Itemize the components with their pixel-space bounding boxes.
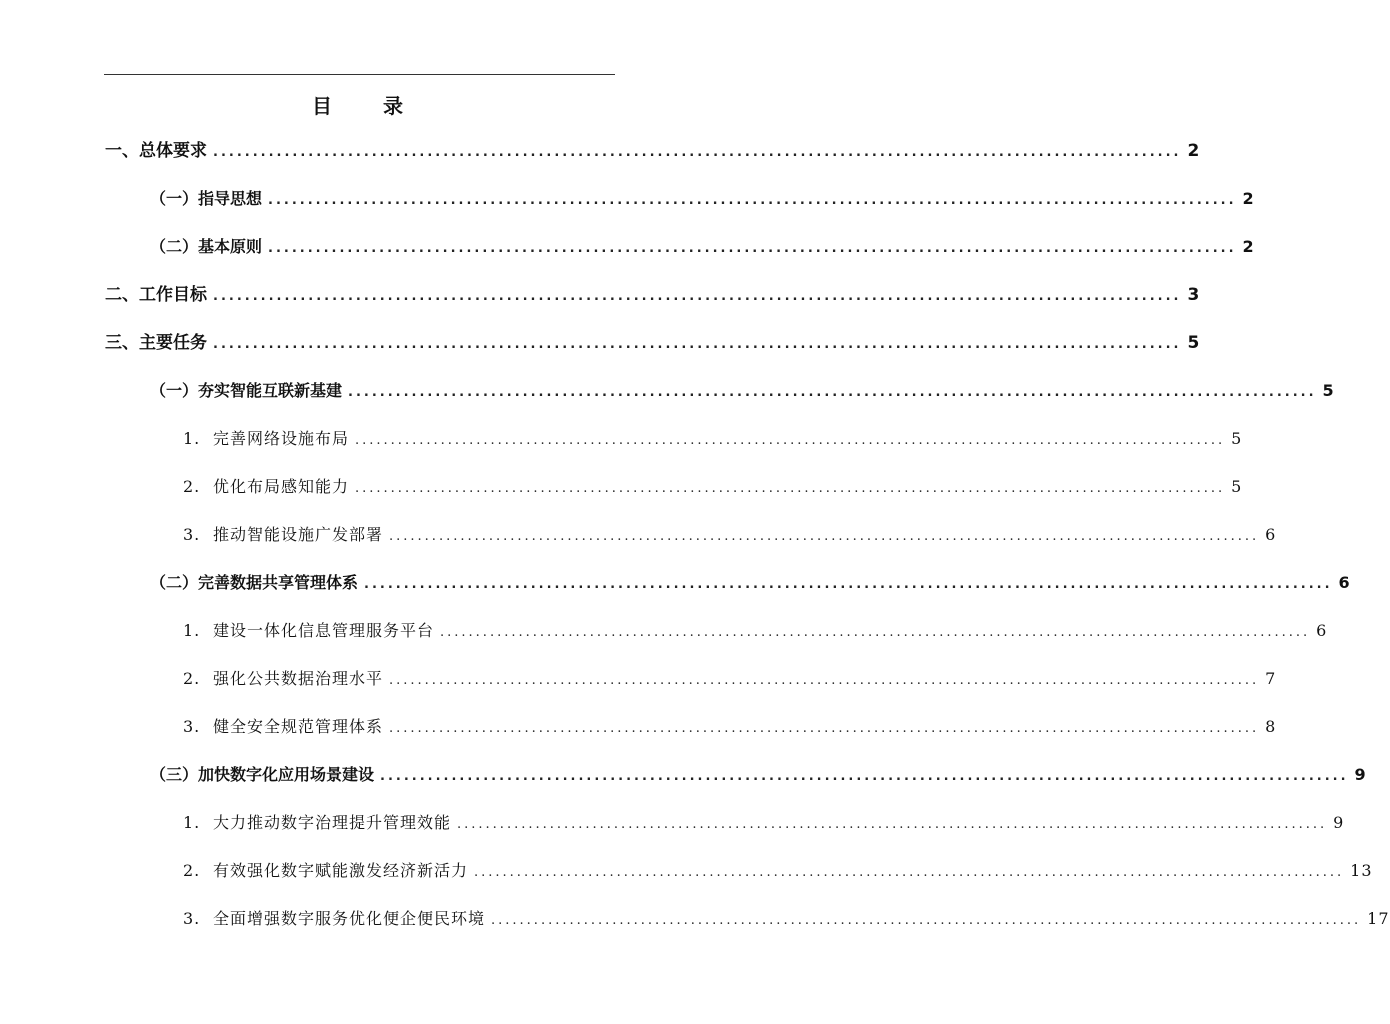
toc-dot-leader: ..........................................................................................................................	[389, 673, 1260, 688]
toc-dot-leader: ..........................................................................................................................	[268, 241, 1237, 256]
toc-page-number: 17	[1367, 909, 1390, 928]
toc-entry-label	[183, 859, 468, 883]
toc-page-number: 9	[1354, 765, 1366, 784]
toc-page-number: 2	[1242, 237, 1254, 256]
toc-page-number: 5	[1231, 429, 1243, 448]
toc-entry[interactable]	[183, 523, 1277, 547]
toc-entry-label	[183, 715, 383, 739]
toc-entry-number: 3.	[183, 909, 201, 928]
toc-entry-text: 优化布局感知能力	[213, 477, 350, 496]
toc-entry-number: 2.	[183, 669, 201, 688]
toc-entry-label: 三、主要任务	[105, 333, 207, 353]
toc-entry-number: 1.	[183, 621, 201, 640]
toc-dot-leader: ..........................................................................................................................	[268, 193, 1237, 208]
toc-page-number: 8	[1265, 717, 1277, 736]
toc-dot-leader: ..........................................................................................................................	[474, 865, 1345, 880]
toc-dot-leader: ..........................................................................................................................	[440, 625, 1311, 640]
toc-dot-leader: ..........................................................................................................................	[389, 721, 1260, 736]
toc-entry-number: 1.	[183, 813, 201, 832]
toc-dot-leader: ..........................................................................................................................	[380, 769, 1349, 784]
toc-entry-label	[183, 619, 434, 643]
toc-page-number: 5	[1187, 333, 1200, 353]
toc-page-number: 2	[1187, 141, 1200, 161]
toc-entry-text: 完善网络设施布局	[213, 429, 350, 448]
toc-entry-label: （二）完善数据共享管理体系	[150, 573, 359, 592]
toc-entry-number: 3.	[183, 525, 201, 544]
toc-page-number: 2	[1242, 189, 1254, 208]
toc-dot-leader: ..........................................................................................................................	[213, 337, 1182, 352]
toc-page-number: 5	[1231, 477, 1243, 496]
toc-dot-leader: ..........................................................................................................................	[364, 577, 1333, 592]
toc-entry-text: 全面增强数字服务优化便企便民环境	[213, 909, 486, 928]
toc-entry-number: 2.	[183, 861, 201, 880]
top-rule	[104, 74, 615, 75]
toc-entry[interactable]	[183, 715, 1277, 739]
toc-entry-text: 强化公共数据治理水平	[213, 669, 384, 688]
toc-entry[interactable]	[183, 619, 1328, 643]
toc-dot-leader: ..........................................................................................................................	[355, 433, 1226, 448]
toc-entry-text: 大力推动数字治理提升管理效能	[213, 813, 452, 832]
toc-entry[interactable]	[150, 235, 1254, 259]
toc-entry[interactable]	[105, 139, 1200, 163]
toc-page-number: 7	[1265, 669, 1277, 688]
toc-entry[interactable]	[183, 427, 1243, 451]
toc-entry[interactable]	[105, 283, 1200, 307]
toc-entry-text: 建设一体化信息管理服务平台	[213, 621, 435, 640]
toc-dot-leader: ..........................................................................................................................	[213, 289, 1182, 304]
toc-entry-label	[183, 427, 349, 451]
toc-entry-label: 二、工作目标	[105, 285, 207, 305]
toc-entry-number: 3.	[183, 717, 201, 736]
toc-entry[interactable]	[183, 475, 1243, 499]
toc-entry-label: （二）基本原则	[150, 237, 263, 256]
toc-entry[interactable]	[183, 907, 1390, 931]
toc-entry-label	[183, 907, 485, 931]
toc-entry-label	[183, 811, 451, 835]
toc-entry-text: 健全安全规范管理体系	[213, 717, 384, 736]
toc-entry-label: （一）指导思想	[150, 189, 263, 208]
toc-page-number: 6	[1338, 573, 1350, 592]
toc-entry-number: 2.	[183, 477, 201, 496]
toc-entry-label: （三）加快数字化应用场景建设	[150, 765, 375, 784]
toc-entry-label: 一、总体要求	[105, 141, 207, 161]
toc-dot-leader: ..........................................................................................................................	[389, 529, 1260, 544]
toc-entry-label	[183, 667, 383, 691]
toc-page-number: 6	[1316, 621, 1328, 640]
toc-entry-label	[183, 523, 383, 547]
toc-entry-label: （一）夯实智能互联新基建	[150, 381, 343, 400]
toc-entry-label	[183, 475, 349, 499]
toc-entry[interactable]	[150, 379, 1334, 403]
toc-entry[interactable]	[150, 187, 1254, 211]
toc-entry-text: 有效强化数字赋能激发经济新活力	[213, 861, 469, 880]
toc-dot-leader: ..........................................................................................................................	[348, 385, 1317, 400]
toc-entry[interactable]	[150, 571, 1350, 595]
toc-entry-number: 1.	[183, 429, 201, 448]
toc-page-number: 5	[1322, 381, 1334, 400]
toc-page-number: 6	[1265, 525, 1277, 544]
toc-dot-leader: ..........................................................................................................................	[213, 145, 1182, 160]
toc-entry[interactable]	[183, 859, 1373, 883]
toc-page-number: 13	[1350, 861, 1373, 880]
toc-page-number: 9	[1333, 813, 1345, 832]
toc-entry[interactable]	[183, 667, 1277, 691]
toc-dot-leader: ..........................................................................................................................	[457, 817, 1328, 832]
page-title: 目 录	[312, 94, 425, 118]
toc-page-number: 3	[1187, 285, 1200, 305]
toc-dot-leader: ..........................................................................................................................	[491, 913, 1362, 928]
toc-entry-text: 推动智能设施广发部署	[213, 525, 384, 544]
toc-entry[interactable]	[105, 331, 1200, 355]
toc-entry[interactable]	[183, 811, 1345, 835]
toc-dot-leader: ..........................................................................................................................	[355, 481, 1226, 496]
toc-entry[interactable]	[150, 763, 1366, 787]
